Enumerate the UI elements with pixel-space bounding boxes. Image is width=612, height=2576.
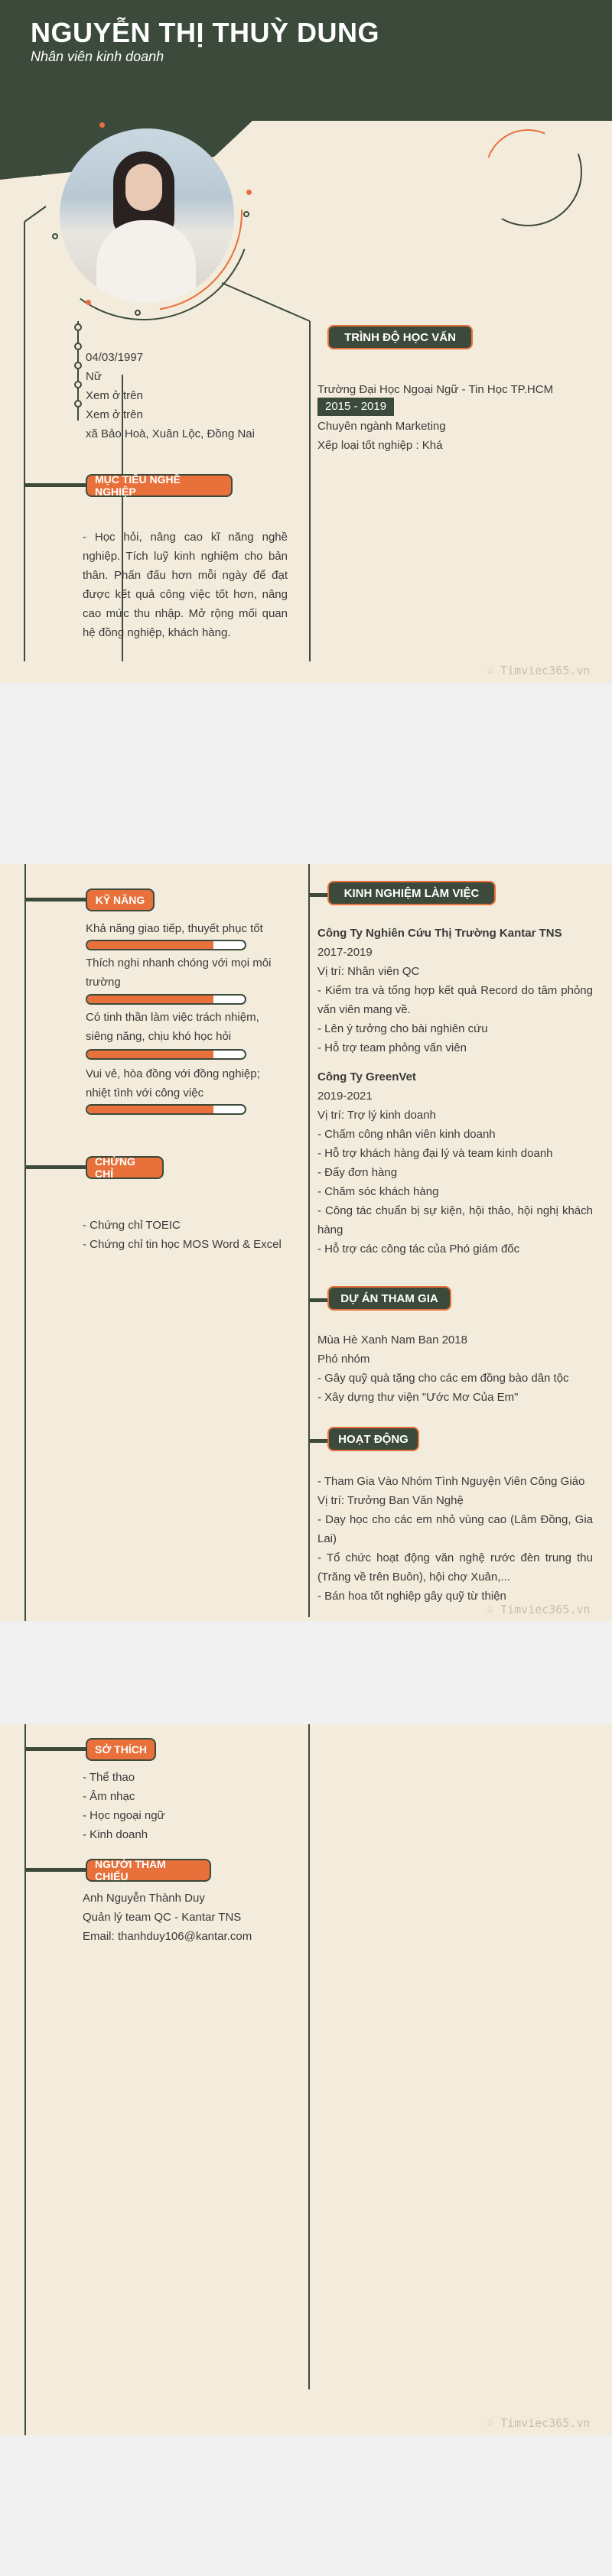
watermark: ♧ Timviec365.vn: [487, 2416, 591, 2430]
watermark-text: Timviec365.vn: [500, 2416, 591, 2430]
reference-position: Quản lý team QC - Kantar TNS: [83, 1911, 242, 1924]
center-divider: [308, 864, 310, 1617]
section-connector: [24, 483, 86, 487]
activity-line: - Tham Gia Vào Nhóm Tình Nguyện Viên Công Giáo: [317, 1475, 585, 1488]
objective-heading: MỤC TIÊU NGHỀ NGHIỆP: [86, 474, 233, 497]
watermark-text: Timviec365.vn: [500, 1603, 591, 1616]
education-school: Trường Đại Học Ngoại Ngữ - Tin Học TP.HCM: [317, 383, 554, 396]
skill-label: Khả năng giao tiếp, thuyết phục tốt: [86, 922, 263, 935]
job-period: 2019-2021: [317, 1090, 373, 1103]
skill-label: Vui vẻ, hòa đồng với đồng nghiệp; nhiệt tình với công việc: [86, 1067, 260, 1100]
skill-bar-fill: [87, 996, 213, 1003]
candidate-name: NGUYỄN THỊ THUỲ DUNG: [31, 17, 380, 48]
profile-photo: [60, 128, 234, 303]
watermark: ♧ Timviec365.vn: [487, 1603, 591, 1616]
job-period: 2017-2019: [317, 946, 373, 959]
skill-bar: [86, 1049, 246, 1060]
experience-heading: KINH NGHIỆM LÀM VIỆC: [327, 881, 496, 905]
timeline-dot: [74, 343, 82, 350]
education-years: 2015 - 2019: [317, 398, 394, 416]
section-connector: [308, 893, 327, 897]
job-company: Công Ty GreenVet: [317, 1070, 416, 1083]
activity-line: - Bán hoa tốt nghiệp gây quỹ từ thiện: [317, 1590, 506, 1603]
job-line: - Hỗ trợ các công tác của Phó giám đốc: [317, 1243, 520, 1256]
decor-dot: [99, 122, 105, 128]
hobby-item: - Thể thao: [83, 1771, 135, 1784]
section-connector: [24, 1165, 86, 1169]
job-line: - Lên ý tưởng cho bài nghiên cứu: [317, 1022, 488, 1035]
skill-bar: [86, 940, 246, 950]
section-connector: [308, 1298, 327, 1302]
address: xã Bảo Hoà, Xuân Lộc, Đồng Nai: [86, 427, 255, 440]
photo-body: [96, 220, 196, 303]
project-line: - Gây quỹ quà tặng cho các em đồng bào dân tộc: [317, 1372, 569, 1385]
section-connector: [308, 1439, 327, 1443]
phone: Xem ở trên: [86, 389, 143, 402]
center-divider: [308, 1724, 310, 2389]
skill-bar: [86, 994, 246, 1005]
cv-page-1: [0, 0, 612, 683]
decor-dot: [246, 190, 252, 195]
reference-name: Anh Nguyễn Thành Duy: [83, 1892, 205, 1905]
job-line: Vị trí: Nhân viên QC: [317, 965, 420, 978]
timeline-dot: [74, 362, 82, 369]
job-line: - Chấm công nhân viên kinh doanh: [317, 1128, 496, 1141]
project-line: Mùa Hè Xanh Nam Ban 2018: [317, 1333, 467, 1346]
job-line: - Kiểm tra và tổng hợp kết quả Record do tâm phỏng vấn viên mang về.: [317, 984, 593, 1016]
section-connector: [24, 1747, 86, 1751]
project-line: - Xây dựng thư viện "Ước Mơ Của Em": [317, 1391, 519, 1404]
skill-label: Thích nghi nhanh chóng với mọi môi trường: [86, 957, 272, 989]
job-line: - Hỗ trợ khách hàng đại lý và team kinh doanh: [317, 1147, 553, 1160]
activity-line: - Tổ chức hoạt động văn nghệ rước đèn trung thu (Trăng về trên Buôn), hội chợ Xuân,...: [317, 1551, 593, 1584]
section-connector: [24, 898, 86, 901]
decor-dot: [37, 170, 43, 176]
skill-bar-fill: [87, 1106, 213, 1113]
dob: 04/03/1997: [86, 351, 144, 364]
section-connector: [24, 1868, 86, 1872]
decor-dot: [52, 233, 58, 239]
hobbies-heading: SỞ THÍCH: [86, 1738, 156, 1761]
hobby-item: - Kinh doanh: [83, 1828, 148, 1841]
timeline-dot: [74, 323, 82, 331]
certificate-item: - Chứng chỉ tin học MOS Word & Excel: [83, 1238, 282, 1251]
certificate-item: - Chứng chỉ TOEIC: [83, 1219, 181, 1232]
left-timeline: [24, 1724, 26, 2435]
references-heading: NGƯỜI THAM CHIẾU: [86, 1859, 211, 1882]
job-line: - Đẩy đơn hàng: [317, 1166, 398, 1179]
cv-page-2: [0, 864, 612, 1621]
activity-line: - Dạy học cho các em nhỏ vùng cao (Lâm Đồng, Gia Lai): [317, 1513, 593, 1545]
email: Xem ở trên: [86, 408, 143, 421]
hobby-item: - Âm nhạc: [83, 1790, 135, 1803]
timeline-dot: [74, 400, 82, 408]
watermark-text: Timviec365.vn: [500, 664, 591, 677]
education-heading: TRÌNH ĐỘ HỌC VẤN: [327, 325, 473, 349]
certificates-heading: CHỨNG CHỈ: [86, 1156, 164, 1179]
job-line: - Chăm sóc khách hàng: [317, 1185, 439, 1198]
activity-line: Vị trí: Trưởng Ban Văn Nghệ: [317, 1494, 464, 1507]
job-line: - Hỗ trợ team phỏng vấn viên: [317, 1041, 467, 1054]
decor-dot: [135, 310, 141, 316]
education-major: Chuyên ngành Marketing: [317, 420, 446, 433]
job-company: Công Ty Nghiên Cứu Thị Trường Kantar TNS: [317, 927, 562, 940]
gender: Nữ: [86, 370, 102, 383]
activities-heading: HOẠT ĐỘNG: [327, 1427, 419, 1451]
skill-bar-fill: [87, 941, 213, 949]
job-line: - Công tác chuẩn bị sự kiện, hội thảo, hội nghị khách hàng: [317, 1204, 593, 1236]
objective-text: - Học hỏi, nâng cao kĩ năng nghề nghiệp. Tích luỹ kinh nghiệm cho bản thân. Phấn đấu hơn mỗi ngày để đạt được kết quả công việc tốt hơn, nâng cao mức thu nhập. Mở rộng mối quan hệ đồng nghiệp, khách hàng.: [83, 531, 288, 639]
project-line: Phó nhóm: [317, 1353, 370, 1366]
job-title: Nhân viên kinh doanh: [31, 49, 164, 64]
photo-face: [125, 164, 162, 211]
reference-email: Email: thanhduy106@kantar.com: [83, 1930, 252, 1943]
skills-heading: KỸ NĂNG: [86, 888, 155, 911]
timeline-dot: [74, 381, 82, 388]
decor-dot: [243, 211, 249, 217]
skill-label: Có tinh thần làm việc trách nhiệm, siêng năng, chịu khó học hỏi: [86, 1011, 259, 1043]
watermark: ♧ Timviec365.vn: [487, 664, 591, 677]
job-line: Vị trí: Trợ lý kinh doanh: [317, 1109, 436, 1122]
skill-bar: [86, 1104, 246, 1115]
hobby-item: - Học ngoại ngữ: [83, 1809, 165, 1822]
cv-page-3: [0, 1724, 612, 2435]
left-timeline: [24, 864, 26, 1621]
projects-heading: DỰ ÁN THAM GIA: [327, 1286, 451, 1311]
decor-dot: [86, 300, 91, 305]
skill-bar-fill: [87, 1051, 213, 1058]
education-grade: Xếp loại tốt nghiệp : Khá: [317, 439, 443, 452]
